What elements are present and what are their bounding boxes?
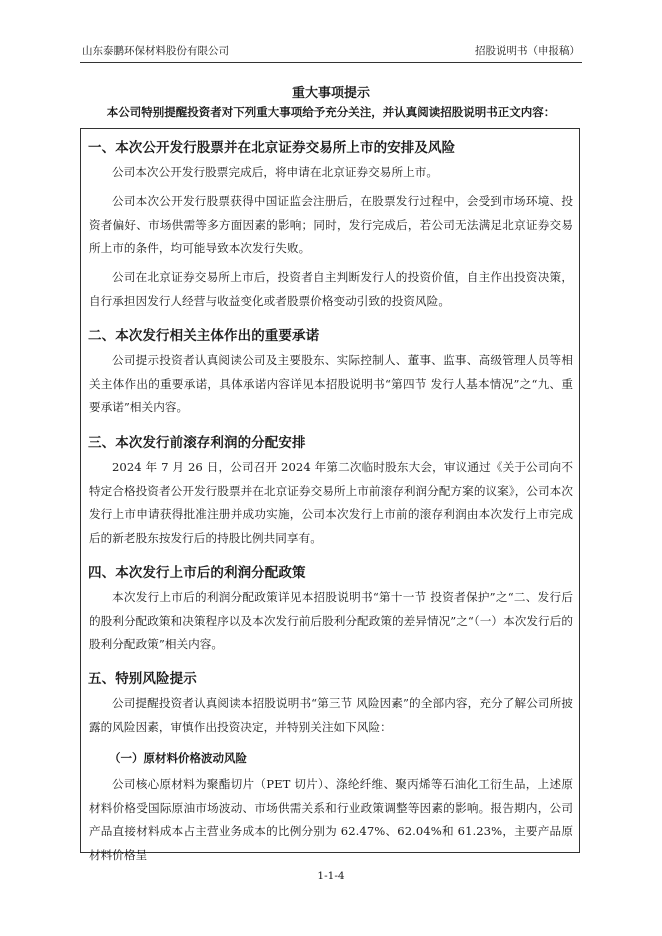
page-subtitle: 本公司特别提醒投资者对下列重大事项给予充分关注，并认真阅读招股说明书正文内容：: [106, 105, 556, 119]
section-heading-1: 一、本次公开发行股票并在北京证券交易所上市的安排及风险: [88, 140, 456, 156]
header-doc-type: 招股说明书（申报稿）: [475, 45, 580, 57]
section-heading-4: 四、本次发行上市后的利润分配政策: [88, 565, 306, 581]
section-heading-5: 五、特别风险提示: [88, 671, 197, 687]
section-3-paragraph-1: 2024 年 7 月 26 日，公司召开 2024 年第二次临时股东大会，审议通过《关于公司向不特定合格投资者公开发行股票并在北京证券交易所上市前滚存利润分配方案的议案》，公司本次发行上市申请获得批准注册并成功实施，公司本次发行上市前的滚存利润由本次发行上市完成后的新老股东按发行后的持股比例共同享有。: [89, 460, 573, 545]
section-4-paragraph-1: 本次发行上市后的利润分配政策详见本招股说明书“第十一节 投资者保护”之“二、发行后的股利分配政策和决策程序以及本次发行前后股利分配政策的差异情况”之“（一）本次发行后的股利分配政策”相关内容。: [89, 590, 573, 651]
page-number: 1-1-4: [317, 870, 345, 882]
subsection-paragraph: 公司核心原材料为聚酯切片（PET 切片）、涤纶纤维、聚丙烯等石油化工衍生品，上述原材料价格受国际原油市场波动、市场供需关系和行业政策调整等因素的影响。报告期内，公司产品直接材料成本占主营业务成本的比例分别为 62.47%、62.04%和 61.23%，主要产品原材料价格呈: [89, 777, 573, 862]
subsection-heading: （一）原材料价格波动风险: [109, 751, 247, 765]
page-title: 重大事项提示: [291, 86, 370, 101]
section-heading-3: 三、本次发行前滚存利润的分配安排: [88, 435, 306, 451]
section-5-paragraph-1: 公司提醒投资者认真阅读本招股说明书“第三节 风险因素”的全部内容，充分了解公司所披露的风险因素，审慎作出投资决定，并特别关注如下风险：: [89, 696, 573, 734]
section-1-paragraph-1: 公司本次公开发行股票完成后，将申请在北京证券交易所上市。: [112, 165, 439, 179]
section-heading-2: 二、本次发行相关主体作出的重要承诺: [88, 328, 320, 344]
section-2-paragraph-1: 公司提示投资者认真阅读公司及主要股东、实际控制人、董事、监事、高级管理人员等相关主体作出的重要承诺，具体承诺内容详见本招股说明书“第四节 发行人基本情况”之“九、重要承诺”相关内容。: [89, 353, 573, 414]
section-1-paragraph-2: 公司本次公开发行股票获得中国证监会注册后，在股票发行过程中，会受到市场环境、投资者偏好、市场供需等多方面因素的影响；同时，发行完成后，若公司无法满足北京证券交易所上市的条件，均可能导致本次发行失败。: [89, 194, 573, 255]
header-company: 山东泰鹏环保材料股份有限公司: [82, 45, 229, 57]
header-rule: [80, 62, 582, 63]
section-1-paragraph-3: 公司在北京证券交易所上市后，投资者自主判断发行人的投资价值，自主作出投资决策，自行承担因发行人经营与收益变化或者股票价格变动引致的投资风险。: [89, 270, 573, 308]
notice-box: [80, 128, 580, 862]
